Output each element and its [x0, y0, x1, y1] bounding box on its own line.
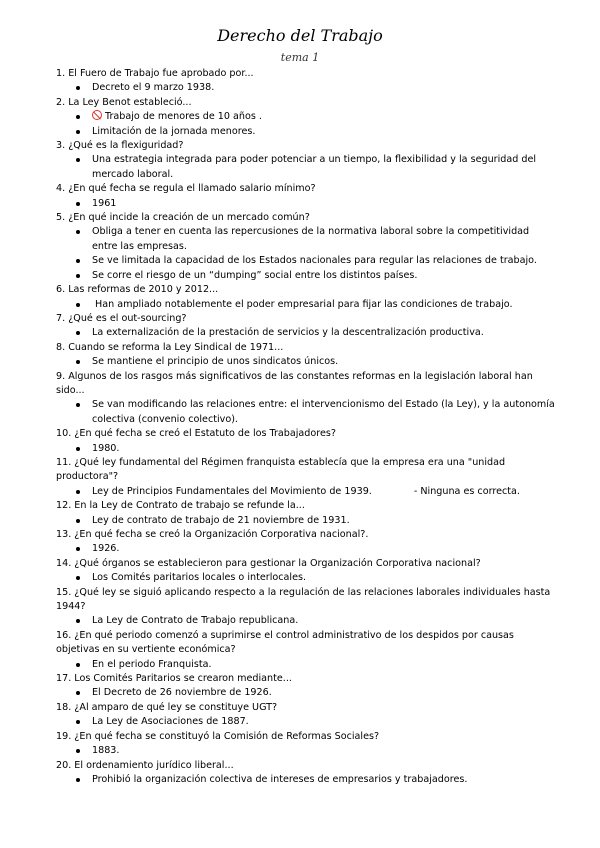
answer-item: 1883.	[92, 744, 556, 758]
answer-list-4	[56, 197, 556, 211]
question-4: 4. ¿En qué fecha se regula el llamado salario mínimo?	[56, 183, 316, 195]
answer-list-8	[56, 355, 556, 369]
answer-list-9	[56, 398, 556, 427]
answer-item: 1980.	[92, 442, 556, 456]
answer-list-10	[56, 442, 556, 456]
answer-list-2	[56, 110, 556, 139]
question-18: 18. ¿Al amparo de qué ley se constituye UGT?	[56, 701, 278, 713]
answer-list-16	[56, 658, 556, 672]
question-5: 5. ¿En qué incide la creación de un mercado común?	[56, 212, 310, 224]
answer-item: Han ampliado notablemente el poder empresarial para fijar las condiciones de trabajo.	[92, 298, 556, 312]
answer-list-17	[56, 686, 556, 700]
answer-item: Obliga a tener en cuenta las repercusiones de la normativa laboral sobre la competitividad entre las empresas.	[92, 225, 556, 254]
answer-item: Ley de Principios Fundamentales del Movimiento de 1939. - Ninguna es correcta.	[92, 485, 556, 499]
answer-note: - Ninguna es correcta.	[413, 485, 520, 497]
question-20: 20. El ordenamiento jurídico liberal...	[56, 759, 234, 771]
question-1: 1. El Fuero de Trabajo fue aprobado por...	[56, 68, 254, 79]
question-17: 17. Los Comités Paritarios se crearon mediante...	[56, 673, 292, 685]
answer-list-18	[56, 715, 556, 729]
question-6: 6. Las reformas de 2010 y 2012...	[56, 284, 219, 296]
question-10: 10. ¿En qué fecha se creó el Estatuto de los Trabajadores?	[56, 428, 336, 440]
prohibited-icon	[92, 110, 102, 120]
question-9: 9. Algunos de los rasgos más significativos de las constantes reformas en la legislación laboral han sido...	[56, 370, 533, 396]
answer-list-12	[56, 514, 556, 528]
answer-item: Prohibió la organización colectiva de intereses de empresarios y trabajadores.	[92, 773, 556, 787]
answer-item: Una estrategia integrada para poder potenciar a un tiempo, la flexibilidad y la seguridad del mercado laboral.	[92, 153, 556, 182]
page-subtitle: tema 1	[280, 51, 320, 64]
question-16: 16. ¿En qué periodo comenzó a suprimirse el control administrativo de los despidos por causas objetivas en su vertiente económica?	[56, 629, 514, 656]
question-2: 2. La Ley Benot estableció...	[56, 96, 192, 108]
answer-list-3	[56, 153, 556, 182]
answer-item: El Decreto de 26 noviembre de 1926.	[92, 686, 556, 700]
answer-list-19	[56, 744, 556, 758]
answer-item: Ley de contrato de trabajo de 21 noviembre de 1931.	[92, 514, 556, 528]
answer-list-7	[56, 326, 556, 340]
answer-list-5	[56, 225, 556, 283]
answer-list-15	[56, 614, 556, 628]
answer-list-14	[56, 571, 556, 585]
answer-list-11	[56, 485, 556, 499]
question-7: 7. ¿Qué es el out-sourcing?	[56, 312, 187, 324]
question-3: 3. ¿Qué es la flexiguridad?	[56, 140, 184, 152]
answer-item: 1961	[92, 197, 556, 211]
question-15: 15. ¿Qué ley se siguió aplicando respecto a la regulación de las relaciones laborales individuales hasta 1944?	[56, 586, 551, 613]
answer-item: En el periodo Franquista.	[92, 658, 556, 672]
question-11: 11. ¿Qué ley fundamental del Régimen franquista establecía que la empresa era una "unidad productora"?	[56, 456, 506, 483]
answer-item: Trabajo de menores de 10 años .	[92, 110, 556, 124]
answer-item: Se mantiene el principio de unos sindicatos únicos.	[92, 355, 556, 369]
answer-list-1	[56, 81, 556, 95]
answer-item: La Ley de Asociaciones de 1887.	[92, 715, 556, 729]
answer-list-13	[56, 542, 556, 556]
answer-item: La Ley de Contrato de Trabajo republicana.	[92, 614, 556, 628]
answer-list-6	[56, 298, 556, 312]
page-title: Derecho del Trabajo	[217, 26, 383, 45]
question-14: 14. ¿Qué órganos se establecieron para gestionar la Organización Corporativa nacional?	[56, 557, 481, 569]
answer-list-20	[56, 773, 556, 787]
question-13: 13. ¿En qué fecha se creó la Organización Corporativa nacional?.	[56, 529, 369, 540]
answer-item: Los Comités paritarios locales o interlocales.	[92, 571, 556, 585]
answer-item: Decreto el 9 marzo 1938.	[92, 81, 556, 95]
answer-item: Se van modificando las relaciones entre: el intervencionismo del Estado (la Ley), y la autonomía colectiva (convenio colectivo).	[92, 398, 556, 427]
question-12: 12. En la Ley de Contrato de trabajo se refunde la...	[56, 500, 305, 512]
answer-item: 1926.	[92, 542, 556, 556]
answer-item: Se ve limitada la capacidad de los Estados nacionales para regular las relaciones de trabajo.	[92, 254, 556, 268]
question-19: 19. ¿En qué fecha se constituyó la Comisión de Reformas Sociales?	[56, 730, 380, 742]
answer-item: Limitación de la jornada menores.	[92, 125, 556, 139]
answer-item: La externalización de la prestación de servicios y la descentralización productiva.	[92, 326, 556, 340]
answer-item: Se corre el riesgo de un “dumping” social entre los distintos países.	[92, 269, 556, 283]
question-8: 8. Cuando se reforma la Ley Sindical de 1971...	[56, 341, 284, 353]
question-list	[56, 67, 556, 787]
